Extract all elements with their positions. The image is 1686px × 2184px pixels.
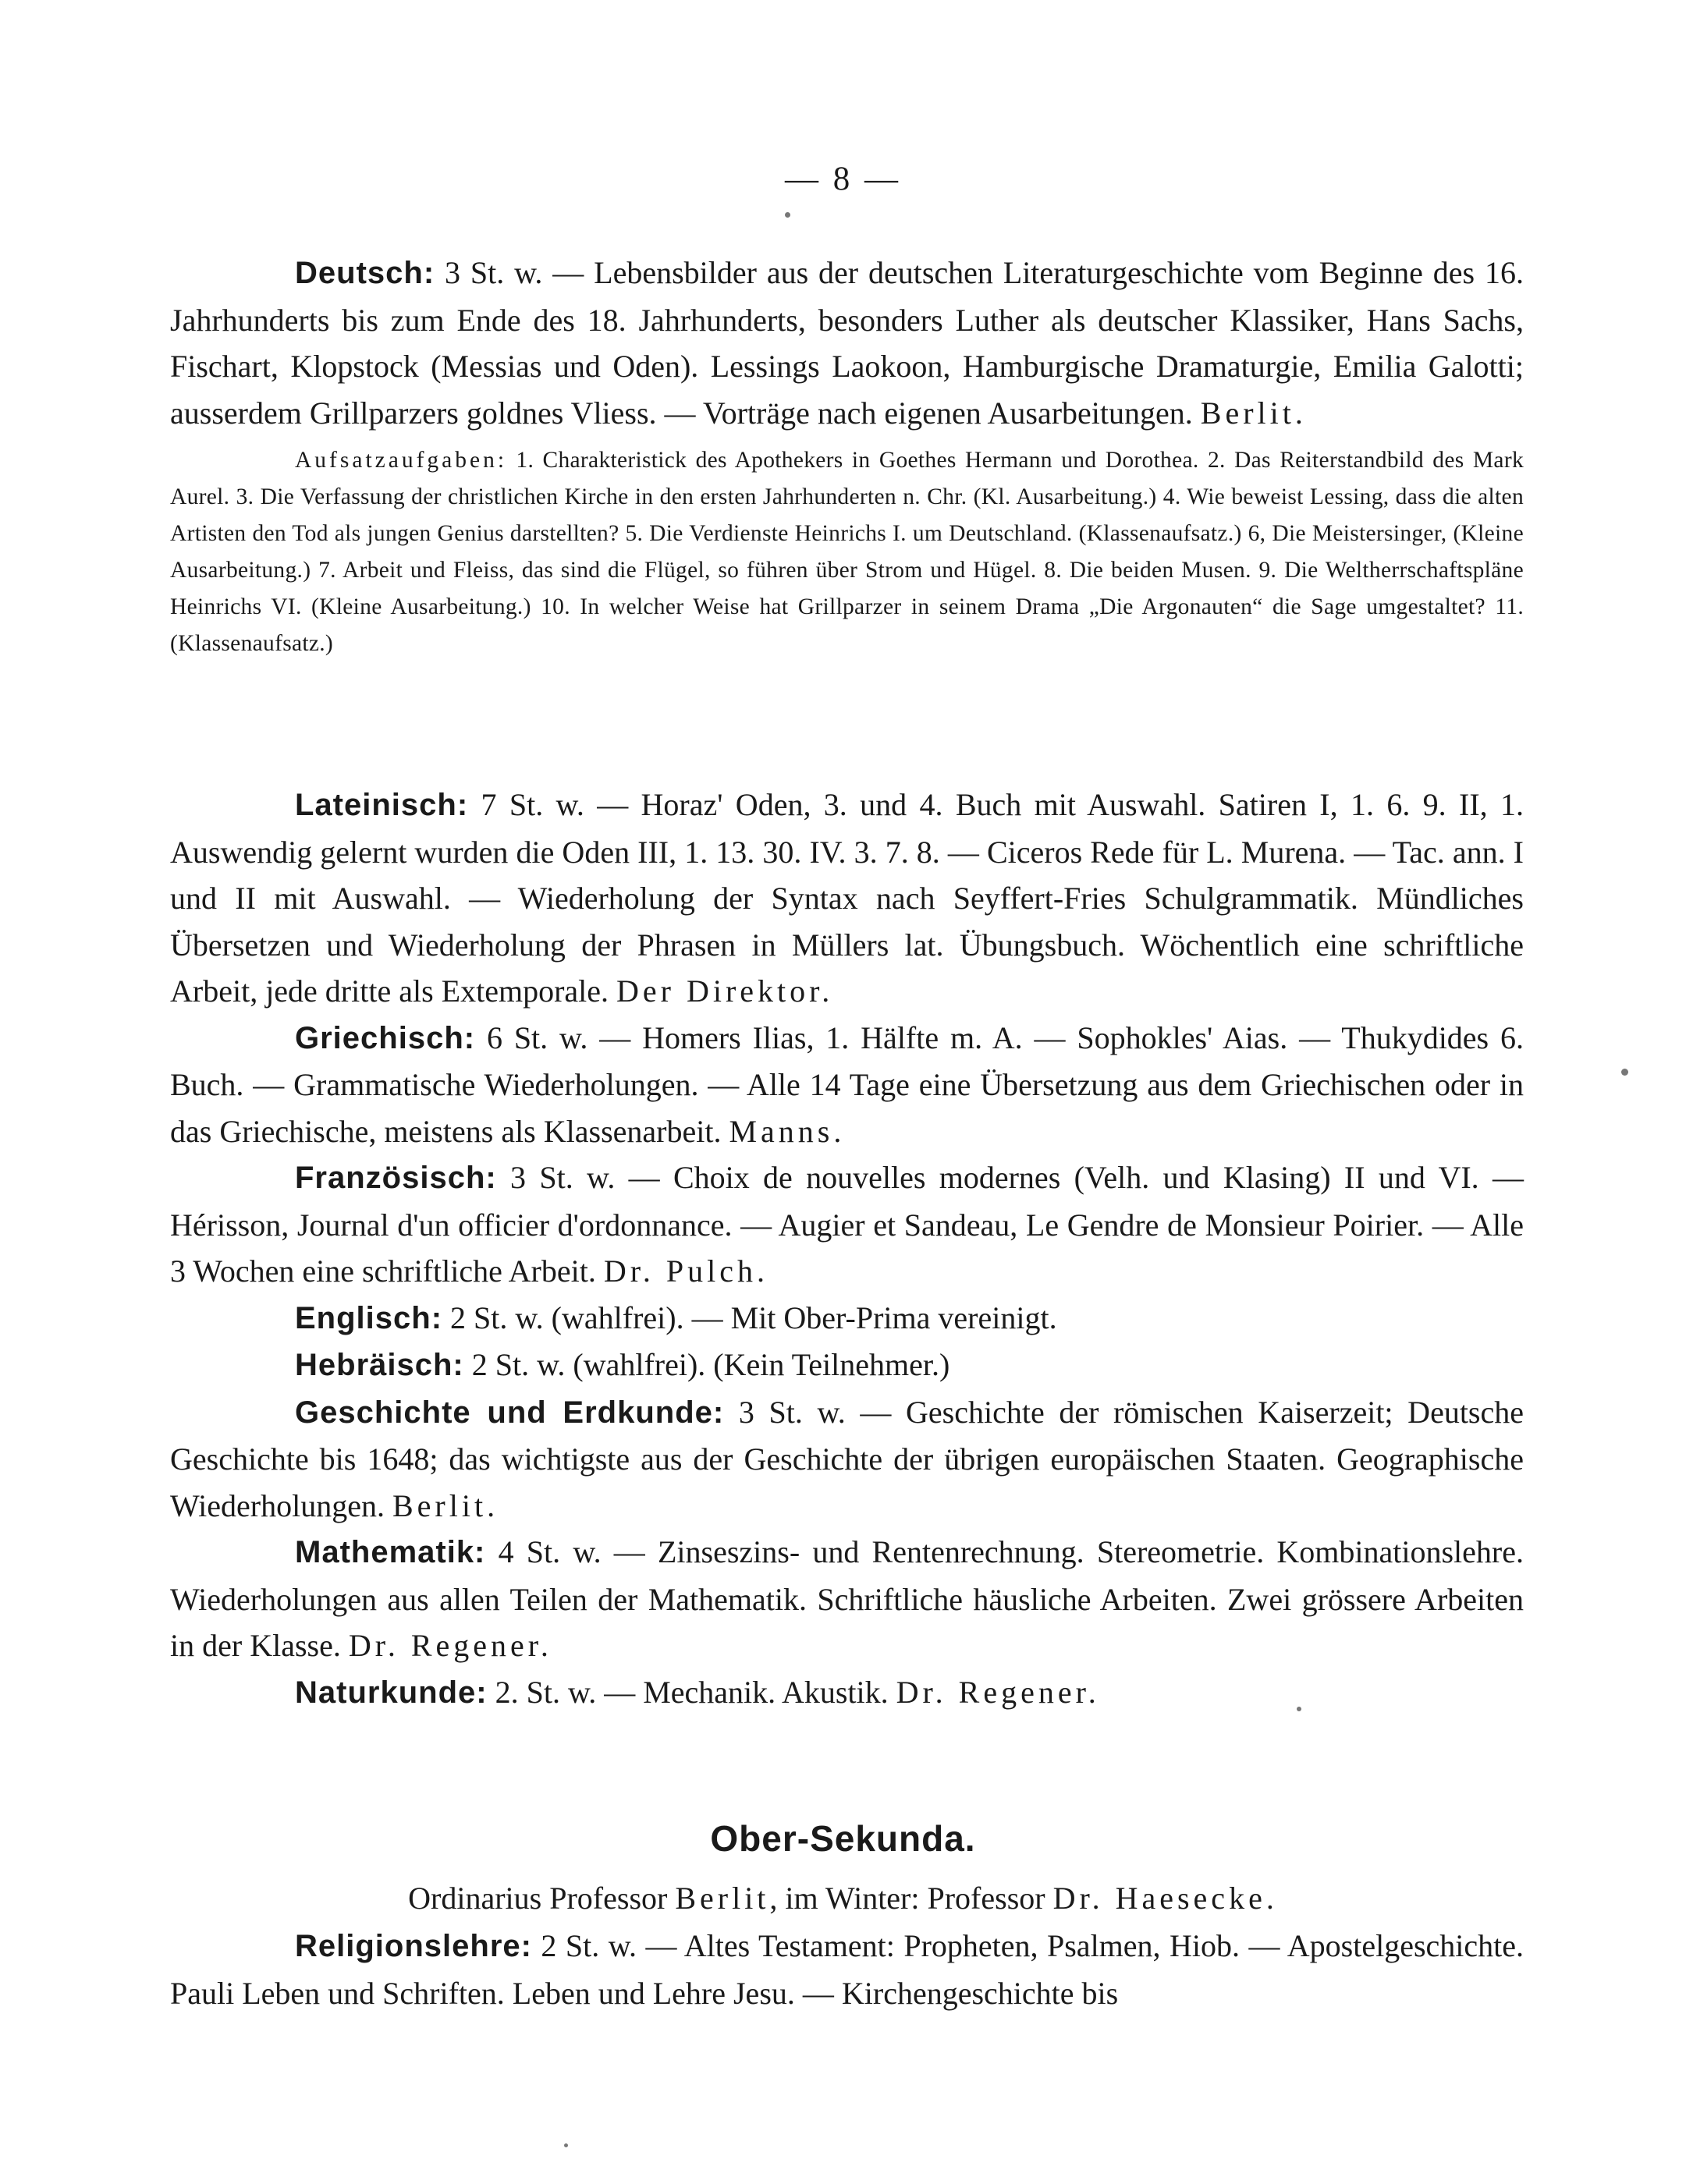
ink-speck — [785, 212, 790, 218]
text-religionslehre: 2 St. w. — Altes Testament: Propheten, Psalmen, Hiob. — Apostelgeschichte. Pauli Leben und Schriften. Leben und Lehre Jesu. — Kirchengeschichte bis — [170, 1928, 1524, 2011]
text-hebraeisch: 2 St. w. (wahlfrei). (Kein Teilnehmer.) — [463, 1347, 950, 1382]
heading-lateinisch: Lateinisch: — [295, 788, 469, 822]
paragraph-deutsch — [170, 250, 1524, 436]
text-naturkunde: 2. St. w. — Mechanik. Akustik. — [487, 1674, 896, 1710]
ink-speck — [1297, 1707, 1301, 1711]
paragraph-religionslehre — [170, 1923, 1524, 2016]
text-griechisch: 6 St. w. — Homers Ilias, 1. Hälfte m. A. — Sophokles' Aias. — Thukydides 6. Buch. — Grammatische Wiederholungen. — Alle 14 Tage eine Übersetzung aus dem Griechischen oder in das Griechische, meistens als Klassenarbeit. — [170, 1019, 1524, 1149]
text-franzoesisch: 3 St. w. — Choix de nouvelles modernes (Velh. und Klasing) II und VI. — Hérisson, Journal d'un officier d'ordonnance. — Augier et Sandeau, Le Gendre de Monsieur Poirier. — Alle 3 Wochen eine schriftliche Arbeit. — [170, 1160, 1524, 1289]
ink-speck — [564, 2143, 568, 2147]
teacher-deutsch: Berlit. — [1200, 395, 1307, 431]
heading-griechisch: Griechisch: — [295, 1020, 476, 1055]
ordinarius-text-b: , im Winter: Professor — [769, 1881, 1053, 1916]
paragraph-griechisch — [170, 1015, 1524, 1155]
paragraph-naturkunde — [170, 1669, 1524, 1717]
label-aufsatzaufgaben: Aufsatzaufgaben: — [295, 448, 508, 473]
heading-englisch: Englisch: — [295, 1300, 443, 1335]
heading-religionslehre: Religionslehre: — [295, 1929, 532, 1963]
teacher-geschichte: Berlit. — [392, 1487, 499, 1523]
paragraph-franzoesisch — [170, 1154, 1524, 1295]
paragraph-mathematik — [170, 1529, 1524, 1669]
text-aufsatzaufgaben: 1. Charakteristick des Apothekers in Goethes Hermann und Dorothea. 2. Das Reiterstandbild des Mark Aurel. 3. Die Verfassung der christlichen Kirche in den ersten Jahrhunderten n. Chr. (Kl. Ausarbeitung.) 4. Wie beweist Lessing, dass die alten Artisten den Tod als jungen Genius darstellten? 5. Die Verdienste Heinrichs I. um Deutschland. (Klassenaufsatz.) 6, Die Meistersinger, (Kleine Ausarbeitung.) 7. Arbeit und Fleiss, das sind die Flügel, so führen über Strom und Hügel. 8. Die beiden Musen. 9. Die Weltherrschaftspläne Heinrichs VI. (Kleine Ausarbeitung.) 10. In welcher Weise hat Grillparzer in seinem Drama „Die Argonauten“ die Sage umgestaltet? 11. (Klassenaufsatz.) — [170, 448, 1524, 656]
heading-hebraeisch: Hebräisch: — [295, 1348, 464, 1382]
ordinarius-name-1: Berlit — [675, 1881, 770, 1916]
paragraph-englisch — [170, 1295, 1524, 1342]
heading-deutsch: Deutsch: — [295, 256, 435, 290]
ink-speck — [1621, 1069, 1628, 1076]
section-main-subjects — [170, 782, 1524, 1716]
teacher-naturkunde: Dr. Regener. — [896, 1674, 1100, 1710]
paragraph-lateinisch — [170, 782, 1524, 1015]
text-deutsch: 3 St. w. — Lebensbilder aus der deutschen Literaturgeschichte vom Beginne des 16. Jahrhunderts bis zum Ende des 18. Jahrhunderts, besonders Luther als deutscher Klassiker, Hans Sachs, Fischart, Klopstock (Messias und Oden). Lessings Laokoon, Hamburgische Dramaturgie, Emilia Galotti; ausserdem Grillparzers goldnes Vliess. — Vorträge nach eigenen Ausarbeitungen. — [170, 255, 1524, 431]
paragraph-geschichte — [170, 1389, 1524, 1530]
teacher-lateinisch: Der Direktor. — [616, 973, 834, 1009]
section-deutsch — [170, 250, 1524, 662]
text-englisch: 2 St. w. (wahlfrei). — Mit Ober-Prima vereinigt. — [442, 1299, 1057, 1335]
ordinarius-text-a: Ordinarius Professor — [408, 1881, 676, 1916]
heading-mathematik: Mathematik: — [295, 1535, 486, 1569]
teacher-mathematik: Dr. Regener. — [348, 1628, 552, 1663]
teacher-franzoesisch: Dr. Pulch. — [603, 1253, 768, 1289]
heading-franzoesisch: Französisch: — [295, 1161, 497, 1195]
heading-geschichte: Geschichte und Erdkunde: — [295, 1395, 725, 1430]
text-geschichte: 3 St. w. — Geschichte der römischen Kaiserzeit; Deutsche Geschichte bis 1648; das wichtigste aus der Geschichte der übrigen europäischen Staaten. Geographische Wiederholungen. — [170, 1394, 1524, 1523]
page-number: — 8 — — [785, 161, 901, 197]
heading-naturkunde: Naturkunde: — [295, 1675, 488, 1710]
paragraph-aufsatzaufgaben — [170, 442, 1524, 662]
paragraph-hebraeisch — [170, 1342, 1524, 1389]
section-religion — [170, 1923, 1524, 2016]
section-title-ober-sekunda: Ober-Sekunda. — [710, 1818, 976, 1859]
teacher-griechisch: Manns. — [729, 1113, 846, 1149]
text-mathematik: 4 St. w. — Zinseszins- und Rentenrechnung. Stereometrie. Kombinationslehre. Wiederholungen aus allen Teilen der Mathematik. Schriftliche häusliche Arbeiten. Zwei grössere Arbeiten in der Klasse. — [170, 1534, 1524, 1663]
text-lateinisch: 7 St. w. — Horaz' Oden, 3. und 4. Buch mit Auswahl. Satiren I, 1. 6. 9. II, 1. Auswendig gelernt wurden die Oden III, 1. 13. 30. IV. 3. 7. 8. — Ciceros Rede für L. Murena. — Tac. ann. I und II mit Auswahl. — Wiederholung der Syntax nach Seyffert-Fries Schulgrammatik. Mündliches Übersetzen und Wiederholung der Phrasen in Müllers lat. Übungsbuch. Wöchentlich eine schriftliche Arbeit, jede dritte als Extemporale. — [170, 787, 1524, 1009]
ordinarius-name-2: Dr. Haesecke. — [1052, 1881, 1278, 1916]
ordinarius-line — [0, 1875, 1686, 1922]
